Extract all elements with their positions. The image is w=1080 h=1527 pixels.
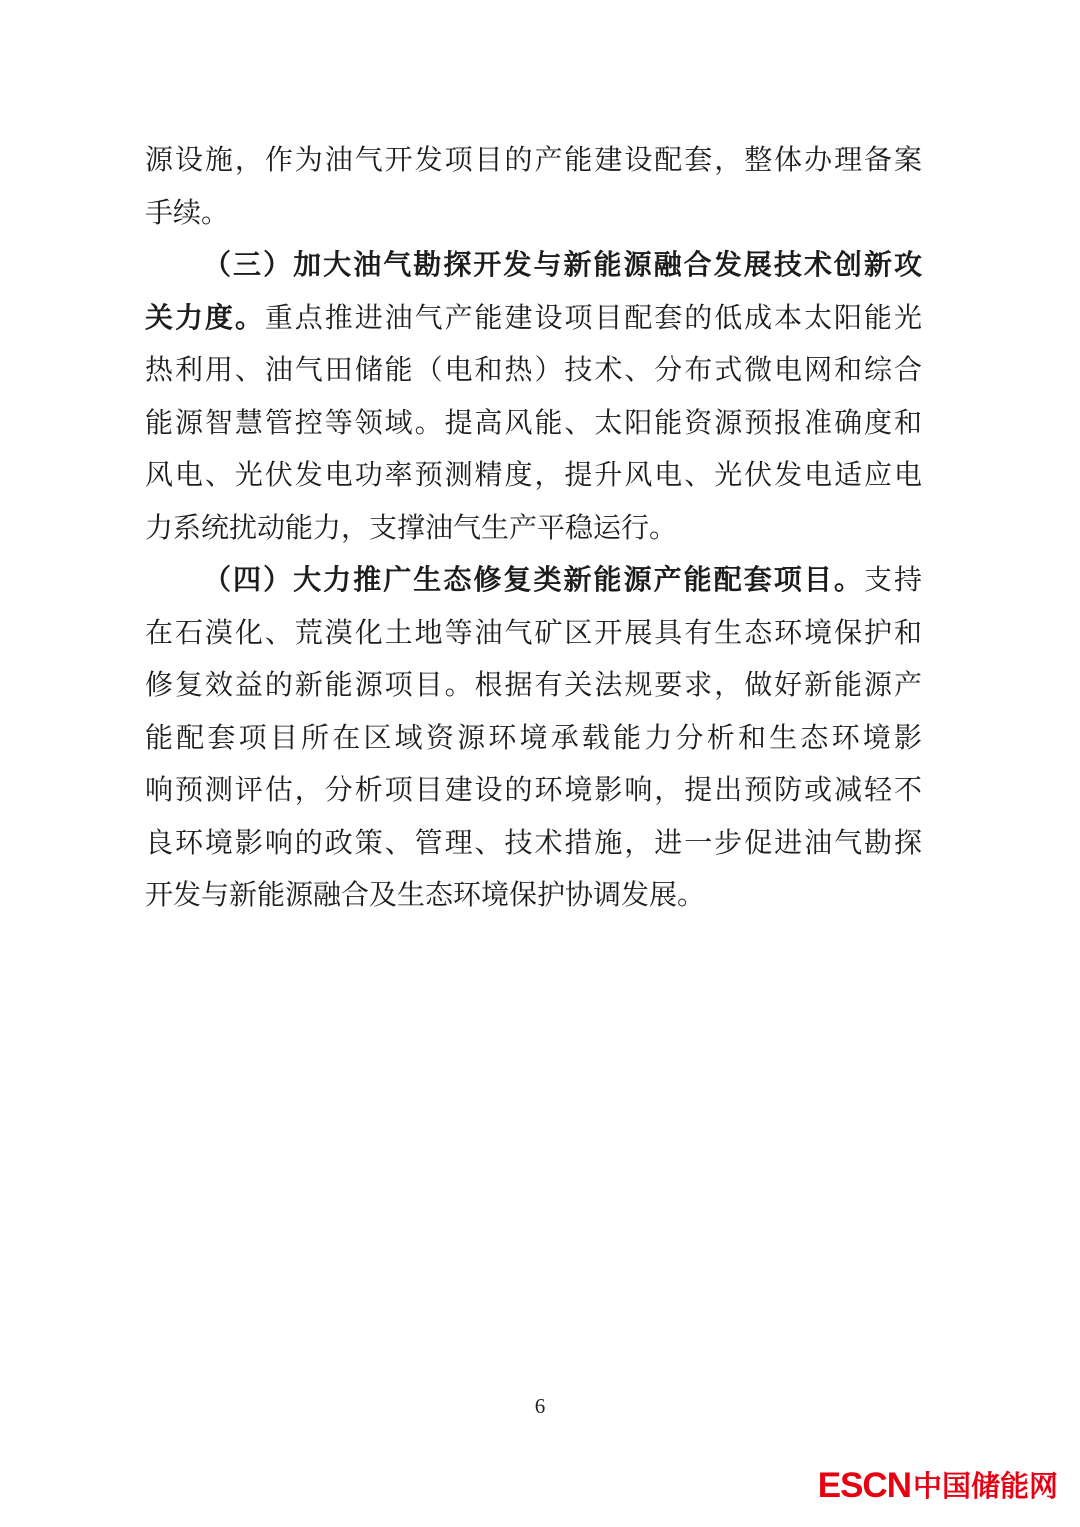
section-heading-text: （三）加大油气勘探开发与新能源融合发展技术创新攻 xyxy=(203,250,922,281)
body-text: 修复效益的新能源项目。根据有关法规要求，做好新能源产 xyxy=(145,670,922,701)
text-line xyxy=(145,503,922,556)
body-text: 热利用、油气田储能（电和热）技术、分布式微电网和综合 xyxy=(145,355,922,386)
text-line xyxy=(145,870,922,923)
body-text: 力系统扰动能力，支撑油气生产平稳运行。 xyxy=(145,512,678,544)
text-line xyxy=(145,398,922,451)
body-text: 开发与新能源融合及生态环境保护协调发展。 xyxy=(145,880,706,911)
text-line xyxy=(145,713,922,766)
body-text: 良环境影响的政策、管理、技术措施，进一步促进油气勘探 xyxy=(145,827,922,859)
body-text: 能配套项目所在区域资源环境承载能力分析和生态环境影 xyxy=(145,722,922,754)
text-line xyxy=(145,135,922,188)
text-line xyxy=(145,660,922,713)
body-text: 重点推进油气产能建设项目配套的低成本太阳能光 xyxy=(264,302,922,334)
body-text: 源设施，作为油气开发项目的产能建设配套，整体办理备案 xyxy=(145,145,922,176)
text-line xyxy=(145,818,922,871)
body-text: 能源智慧管控等领域。提高风能、太阳能资源预报准确度和 xyxy=(145,407,922,439)
body-text: 风电、光伏发电功率预测精度，提升风电、光伏发电适应电 xyxy=(145,460,922,491)
text-line xyxy=(145,240,922,293)
section-heading-text: 关力度。 xyxy=(145,302,265,334)
text-line xyxy=(145,188,922,241)
body-text: 在石漠化、荒漠化土地等油气矿区开展具有生态环境保护和 xyxy=(145,617,922,649)
text-line xyxy=(145,555,922,608)
text-line xyxy=(145,450,922,503)
page-number: 6 xyxy=(534,1394,546,1418)
logo-cjk-text: 中国储能网 xyxy=(912,1471,1058,1503)
section-heading-text: （四）大力推广生态修复类新能源产能配套项目。 xyxy=(203,565,864,596)
text-line xyxy=(145,765,922,818)
body-text: 响预测评估，分析项目建设的环境影响，提出预防或减轻不 xyxy=(145,775,922,806)
body-text: 支持 xyxy=(863,565,922,596)
logo-latin-text: ESCN xyxy=(817,1466,911,1505)
document-body xyxy=(145,135,922,923)
escn-logo xyxy=(818,1468,1058,1503)
body-text: 手续。 xyxy=(145,197,230,229)
text-line xyxy=(145,345,922,398)
text-line xyxy=(145,608,922,661)
text-line xyxy=(145,293,922,346)
